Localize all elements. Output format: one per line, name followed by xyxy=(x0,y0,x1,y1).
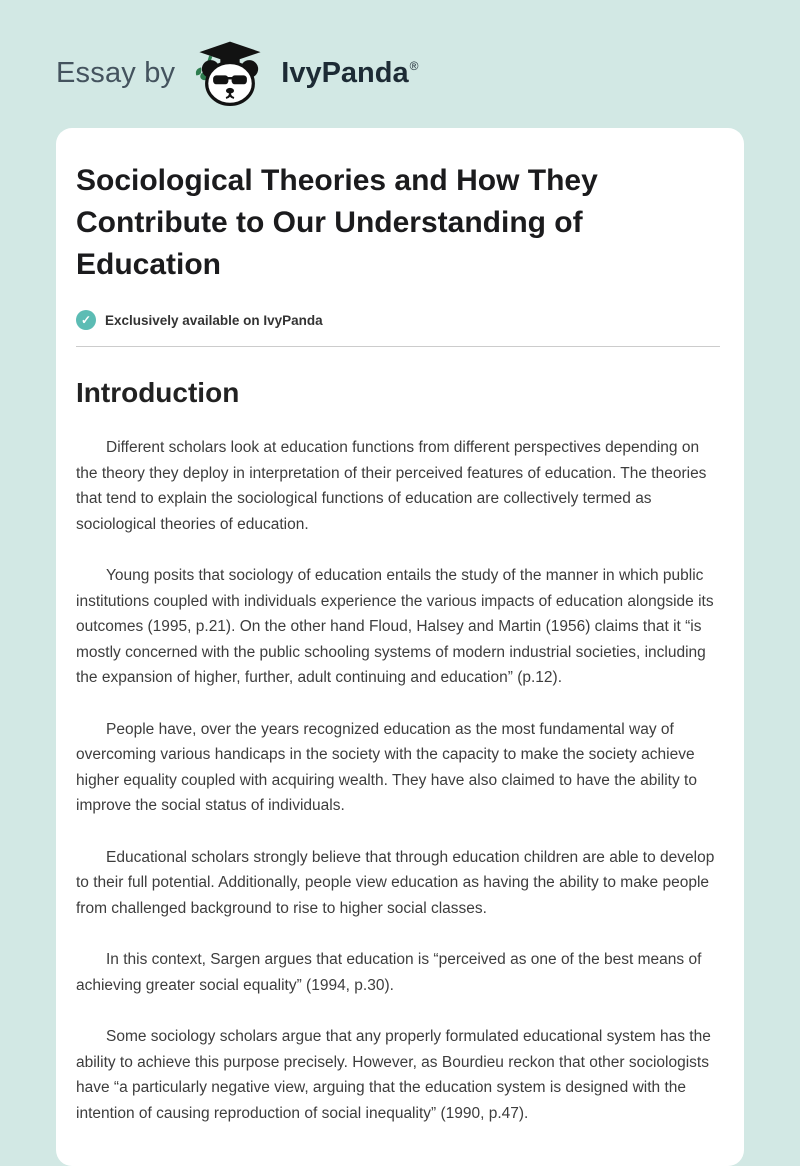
paragraph-1: Different scholars look at education functions from different perspectives depending on the theory they deploy in interpretation of their perceived features of education. The theories that tend to explain the sociological functions of education are collectively termed as sociological theories of education. xyxy=(76,439,707,533)
divider xyxy=(76,346,720,347)
essay-card xyxy=(56,128,744,1166)
brand-text: IvyPanda xyxy=(281,56,409,89)
header-essay-by-label: Essay by xyxy=(56,56,176,89)
availability-badge xyxy=(76,310,720,330)
check-icon: ✓ xyxy=(76,310,96,330)
essay-title: Sociological Theories and How They Contribute to Our Understanding of Education xyxy=(76,164,598,281)
section-heading-introduction: Introduction xyxy=(76,377,240,408)
paragraph-3: People have, over the years recognized education as the most fundamental way of overcoming various handicaps in the society with the capacity to make the society achieve higher equality coupled with acquiring wealth. They have also claimed to have the ability to improve the social status of individuals. xyxy=(76,720,697,814)
availability-badge-label: Exclusively available on IvyPanda xyxy=(105,312,323,328)
paragraph-4: Educational scholars strongly believe that through education children are able to develop to their full potential. Additionally, people view education as having the ability to make people from challenged background to rise to higher social classes. xyxy=(76,848,715,917)
site-header xyxy=(0,0,800,108)
paragraph-6: Some sociology scholars argue that any properly formulated educational system has the ability to achieve this purpose precisely. However, as Bourdieu reckon that other sociologists have “a particularly negative view, arguing that the education system is designed with the intention of causing reproduction of social inequality” (1990, p.47). xyxy=(76,1028,711,1122)
registered-mark: ® xyxy=(409,58,419,73)
ivypanda-panda-logo-icon[interactable] xyxy=(193,40,267,106)
paragraph-5: In this context, Sargen argues that education is “perceived as one of the best means of achieving greater social equality” (1994, p.30). xyxy=(76,951,702,994)
paragraph-2: Young posits that sociology of education entails the study of the manner in which public institutions coupled with individuals experience the various impacts of education alongside its outcomes (1995, p.21). On the other hand Floud, Halsey and Martin (1956) claims that it “is mostly concerned with the public schooling systems of modern industrial societies, including the expansion of higher, further, adult continuing and education” (p.12). xyxy=(76,567,714,686)
brand-name[interactable] xyxy=(281,57,418,90)
